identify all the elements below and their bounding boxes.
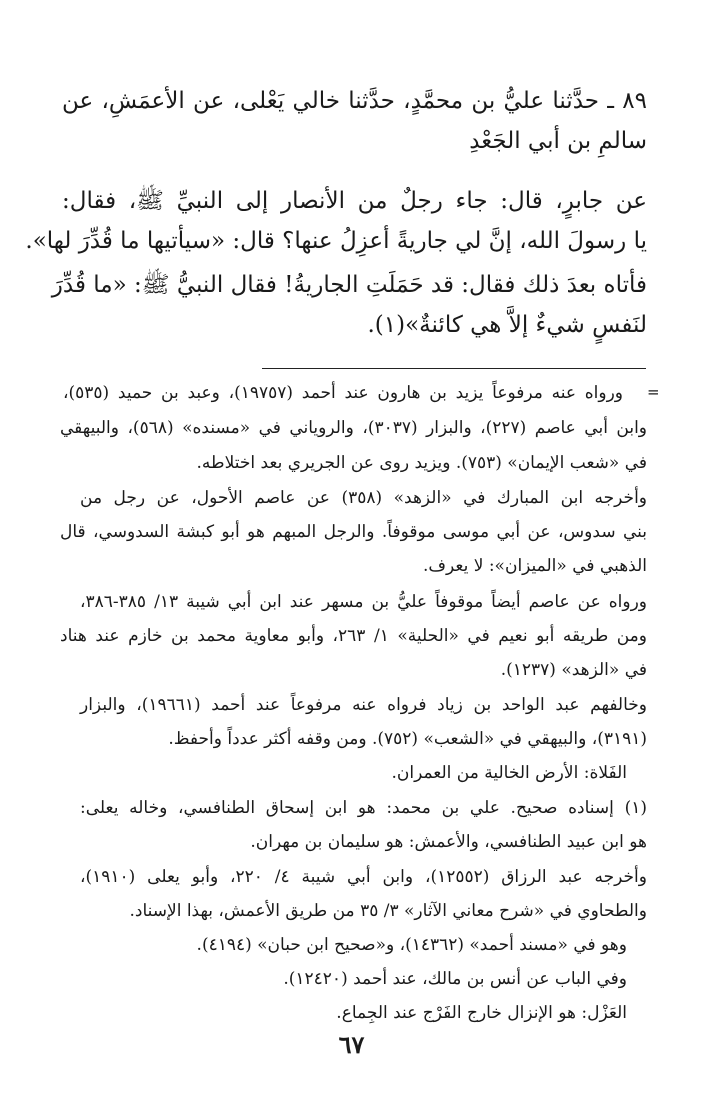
footnote-line: وخالفهم عبد الواحد بن زياد فرواه عنه مرفوعاً عند أحمد (١٩٦٦١)، والبزار <box>80 695 647 715</box>
footnote-line: وابن أبي عاصم (٢٢٧)، والبزار (٣٠٣٧)، والروياني في «مسنده» (٥٦٨)، والبيهقي <box>60 418 647 438</box>
hadith-matn-line-1: عن جابرٍ، قال: جاء رجلٌ من الأنصار إلى النبيِّ ﷺ، فقال: <box>62 188 647 214</box>
hadith-isnad-line-1: ٨٩ ـ حدَّثنا عليُّ بن محمَّدٍ، حدَّثنا خالي يَعْلى، عن الأعمَشِ، عن <box>62 88 647 114</box>
footnote-line: العَزْل: هو الإنزال خارج الفَرْج عند الجِماع. <box>336 1003 627 1023</box>
footnote-line: وأخرجه عبد الرزاق (١٢٥٥٢)، وابن أبي شيبة ٤/ ٢٢٠، وأبو يعلى (١٩١٠)، <box>80 867 647 887</box>
footnote-line: والطحاوي في «شرح معاني الآثار» ٣/ ٣٥ من طريق الأعمش، بهذا الإسناد. <box>129 901 647 921</box>
hadith-isnad-line-2: سالمِ بن أبي الجَعْدِ <box>469 128 647 154</box>
footnote-line: في «الزهد» (١٢٣٧). <box>500 660 647 680</box>
footnote-line: وفي الباب عن أنس بن مالك، عند أحمد (١٢٤٢٠). <box>283 969 627 989</box>
footnote-line: في «شعب الإيمان» (٧٥٣). ويزيد روى عن الجريري بعد اختلاطه. <box>196 453 647 473</box>
footnote-line: (٣١٩١)، والبيهقي في «الشعب» (٧٥٢). ومن وقفه أكثر عدداً وأحفظ. <box>168 729 647 749</box>
footnote-line: ورواه عن عاصم أيضاً موقوفاً عليُّ بن مسهر عند ابن أبي شيبة ١٣/ ٣٨٥-٣٨٦، <box>80 592 647 612</box>
footnote-line: هو ابن عبيد الطنافسي، والأعمش: هو سليمان بن مهران. <box>250 832 647 852</box>
footnote-separator <box>262 368 646 369</box>
page-number: ٦٧ <box>338 1030 365 1059</box>
hadith-matn-line-2: يا رسولَ الله، إنَّ لي جاريةً أعزِلُ عنها؟ قال: «سيأتيها ما قُدِّرَ لها». <box>25 228 647 254</box>
footnote-line: بني سدوس، عن أبي موسى موقوفاً. والرجل المبهم هو أبو كبشة السدوسي، قال <box>60 522 647 542</box>
footnote-line: الفَلاة: الأرض الخالية من العمران. <box>391 763 627 783</box>
footnote-line: ورواه عنه مرفوعاً يزيد بن هارون عند أحمد (١٩٧٥٧)، وعبد بن حميد (٥٣٥)، <box>63 383 623 403</box>
footnote-line: وأخرجه ابن المبارك في «الزهد» (٣٥٨) عن عاصم الأحول، عن رجل من <box>80 488 647 508</box>
footnote-line: (١) إسناده صحيح. علي بن محمد: هو ابن إسحاق الطنافسي، وخاله يعلى: <box>80 798 647 818</box>
hadith-matn-line-3: فأتاه بعدَ ذلك فقال: قد حَمَلَتِ الجاريةُ! فقال النبيُّ ﷺ: «ما قُدِّرَ <box>51 272 647 298</box>
hadith-matn-line-4: لنَفسٍ شيءٌ إلاَّ هي كائنةٌ»(١). <box>367 312 647 338</box>
footnote-line: ومن طريقه أبو نعيم في «الحلية» ١/ ٢٦٣، وأبو معاوية محمد بن خازم عند هناد <box>60 626 647 646</box>
continuation-marker: = <box>647 383 660 401</box>
footnote-line: وهو في «مسند أحمد» (١٤٣٦٢)، و«صحيح ابن حبان» (٤١٩٤). <box>196 935 627 955</box>
footnote-line: الذهبي في «الميزان»: لا يعرف. <box>422 556 647 576</box>
